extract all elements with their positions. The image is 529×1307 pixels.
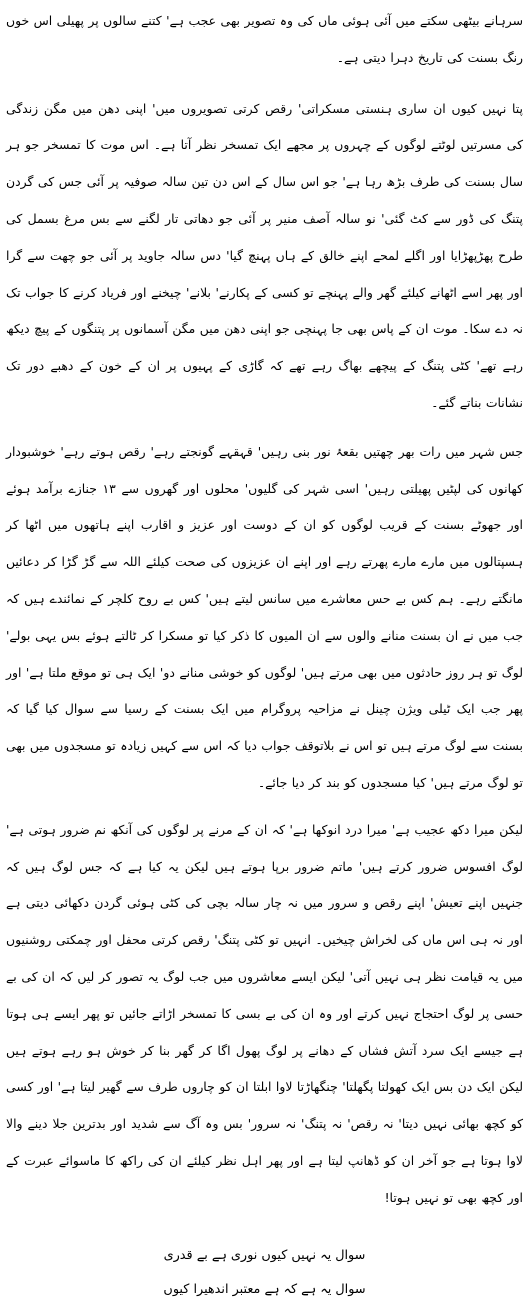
paragraph-mockery: پتا نہیں کیوں ان ساری ہنستی مسکراتی' رقص کرتی تصویروں میں' اپنی دھن میں مگن زندگی کی مسرتیں لوٹتے لوگوں کے چہروں پر مجھے ایک تمسخر نظر آتا ہے۔ اس موت کا تمسخر جو ہر سال بسنت کی طرف بڑھ رہا ہے' جو اس سال کے اس دن تین سالہ صوفیہ پر آئی جس کی گردن پتنگ کی ڈور سے کٹ گئی' نو سالہ آصف منیر پر آئی جو دھاتی تار لگنے سے بس مرغ بسمل کی طرح پھڑپھڑایا اور اگلے لمحے اپنے خالق کے ہاں پہنچ گیا' دس سالہ جاوید پر آئی جو چھت سے گرا اور پھر اسے اٹھانے کیلئے گھر والے پہنچے تو کسی کے پکارنے' بلانے' چیخنے اور فریاد کرنے کا جواب تک نہ دے سکا۔ موت ان کے پاس بھی جا پہنچی جو اپنی دھن میں مگن آسمانوں پر پتنگوں کے پیچ دیکھ رہے تھے' کٹی پتنگ کے پیچھے بھاگ رہے تھے کہ گاڑی کے پہیوں پر ان کے خون کے دھبے دور تک نشانات بناتے گئے۔ (6, 100, 523, 410)
paragraph-city-funerals: جس شہر میں رات بھر چھتیں بقعۂ نور بنی رہیں' قہقہے گونجتے رہے' رقص ہوتے رہے' خوشبودار کھانوں کی لپٹیں پھیلتی رہیں' اسی شہر کی گلیوں' محلوں اور گھروں سے ۱۳ جنازے برآمد ہوئے اور جھوٹے بسنت کے قریب لوگوں کو ان کے دوست اور عزیز و اقارب اپنے ہاتھوں میں اٹھا کر ہسپتالوں میں مارے مارے پھرتے رہے اور اپنے ان عزیزوں کی صحت کیلئے اللہ سے گڑ گڑا کر دعائیں مانگتے رہے۔ ہم کس بے حس معاشرے میں سانس لیتے ہیں' کس بے روح کلچر کے نمائندے ہیں کہ جب میں نے ان بسنت منانے والوں سے ان المیوں کا ذکر کیا تو مسکرا کر ٹالتے ہوئے بس یہی بولے' لوگ تو ہر روز حادثوں میں بھی مرتے ہیں' لوگوں کو خوشی منانے دو' ایک ہی تو موقع ملتا ہے' اور پھر جب ایک ٹیلی ویژن چینل نے مزاحیہ پروگرام میں ایک بسنت کے رسیا سے سوال کیا گیا کہ بسنت سے لوگ مرتے ہیں تو اس نے بلاتوقف جواب دیا کہ اس سے کہیں زیادہ تو مسجدوں میں بھی تو لوگ مرتے ہیں' کیا مسجدوں کو بند کر دیا جائے۔ (6, 443, 523, 790)
paragraph-intro: سرہانے بیٹھی سکتے میں آئی ہوئی ماں کی وہ تصویر بھی عجب ہے' کتنے سالوں پر پھیلی اس خوں رنگ بسنت کی تاریخ دہرا دیتی ہے۔ (6, 13, 523, 65)
paragraph-lament: لیکن میرا دکھ عجیب ہے' میرا درد انوکھا ہے' کہ ان کے مرنے پر لوگوں کی آنکھ نم ضرور ہوتی ہے' لوگ افسوس ضرور کرتے ہیں' ماتم ضرور برپا ہوتے ہیں لیکن یہ کیا ہے کہ جس لوگ ہیں کہ جنہیں اپنے تعیش' اپنے رقص و سرور میں نہ چار سالہ بچی کی کٹی ہوئی گردن دکھائی دیتی ہے اور نہ ہی اس ماں کی لخراش چیخیں۔ انہیں تو کٹی پتنگ' رقص کرتی محفل اور چمکتی روشنیوں میں یہ قیامت نظر ہی نہیں آتی' لیکن ایسے معاشروں میں جب لوگ یہ تصور کر لیں کہ ان کی بے حسی پر لوگ احتجاج نہیں کرتے اور وہ ان کی بے بسی کا تمسخر اڑاتے جائیں تو پھر ایسے ہی ہوتا ہے جیسے ایک سرد آتش فشاں کے دھانے پر لوگ پھول اگا کر گھر بنا کر خوش ہو رہے ہوتے ہیں لیکن ایک دن بس ایک کھولتا پگھلتا' چنگھاڑتا لاوا ابلتا ان کو چاروں طرف سے گھیر لیتا ہے' اور کسی کو کچھ بھائی نہیں دیتا' نہ رقص' نہ پتنگ' نہ سرور' بس وہ آگ سے شدید اور بدترین جلا دینے والا لاوا ہوتا ہے جو آخر ان کو ڈھانپ لیتا ہے اور پھر اہل نظر کیلئے ان کی راکھ کا ماسوائے عبرت کے اور کچھ بھی تو نہیں ہوتا! (6, 821, 523, 1205)
verse-line-first: سوال یہ نہیں کیوں نوری ہے بے قدری (163, 1247, 366, 1263)
closing-verse (6, 1239, 523, 1307)
article-body (6, 3, 523, 1217)
verse-line-second: سوال یہ ہے کہ ہے معتبر اندھیرا کیوں (163, 1281, 366, 1297)
